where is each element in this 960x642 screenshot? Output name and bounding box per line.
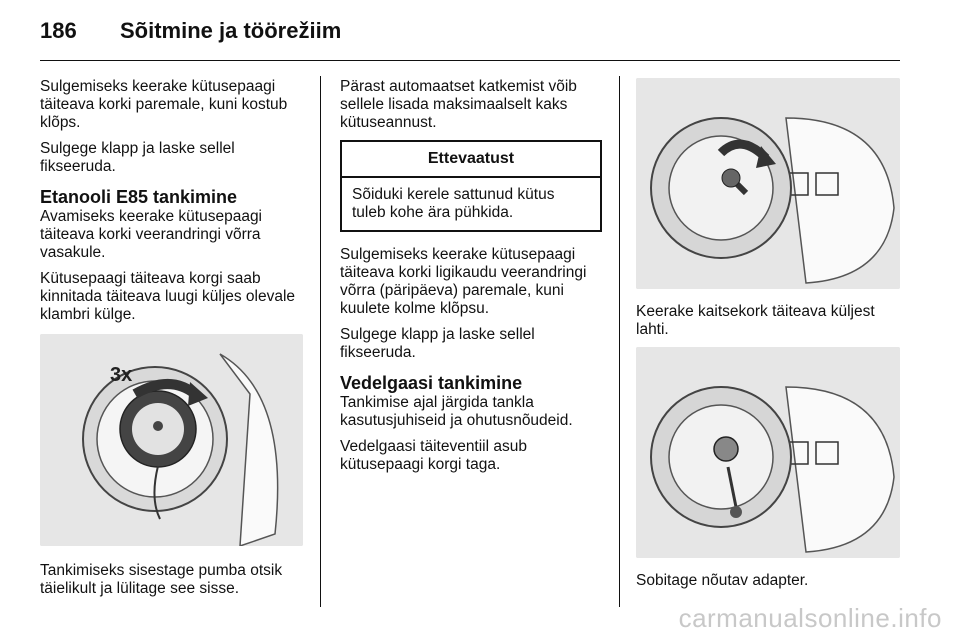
column-divider-1: [320, 76, 321, 607]
paragraph: Sulgege klapp ja laske sellel fikseeruda.: [40, 140, 235, 175]
figure-caption: Keerake kaitsekork täiteava küljest lahti.: [636, 303, 875, 338]
paragraph: Sulgege klapp ja laske sellel fikseeruda.: [340, 326, 535, 361]
column-1: [40, 78, 305, 606]
paragraph: Vedelgaasi täiteventiil asub kütusepaagi korgi taga.: [340, 438, 527, 473]
column-2: [340, 78, 602, 482]
lpg-adapter-illustration: [636, 347, 900, 558]
page-title: Sõitmine ja töörežiim: [120, 18, 342, 43]
caution-box: [340, 140, 602, 232]
paragraph: Tankimise ajal järgida tankla kasutusjuhiseid ja ohutusnõudeid.: [340, 394, 573, 429]
figure-caption: Sobitage nõutav adapter.: [636, 572, 809, 589]
paragraph: Kütusepaagi täiteava korgi saab kinnitada täiteava luugi küljes olevale klambri külge.: [40, 270, 296, 323]
header-divider: [40, 60, 900, 61]
section-heading-e85: Etanooli E85 tankimine: [40, 187, 238, 207]
column-divider-2: [619, 76, 620, 607]
paragraph: Sulgemiseks keerake kütusepaagi täiteava korki paremale, kuni kostub klõps.: [40, 78, 288, 131]
lpg-cap-illustration: [636, 78, 900, 289]
figure-caption: Tankimiseks sisestage pumba otsik täielikult ja lülitage see sisse.: [40, 562, 283, 597]
column-3: [636, 78, 900, 598]
section-heading-lpg: Vedelgaasi tankimine: [340, 373, 523, 393]
rotation-count-label: 3x: [110, 364, 133, 386]
watermark: carmanualsonline.info: [678, 603, 942, 633]
fuel-cap-illustration: [40, 334, 303, 546]
paragraph: Sulgemiseks keerake kütusepaagi täiteava korki ligikaudu veerandringi võrra (päripäeva) paremale, kuni kuulete kolme klõpsu.: [340, 246, 587, 317]
page-number: 186: [40, 18, 77, 43]
caution-text: Sõiduki kerele sattunud kütus tuleb kohe ära pühkida.: [352, 186, 555, 221]
paragraph: Pärast automaatset katkemist võib sellele lisada maksimaalselt kaks kütuseannust.: [340, 78, 577, 131]
paragraph: Avamiseks keerake kütusepaagi täiteava korki veerandringi võrra vasakule.: [40, 208, 263, 261]
page-header: [40, 18, 900, 58]
caution-title: Ettevaatust: [342, 142, 600, 178]
